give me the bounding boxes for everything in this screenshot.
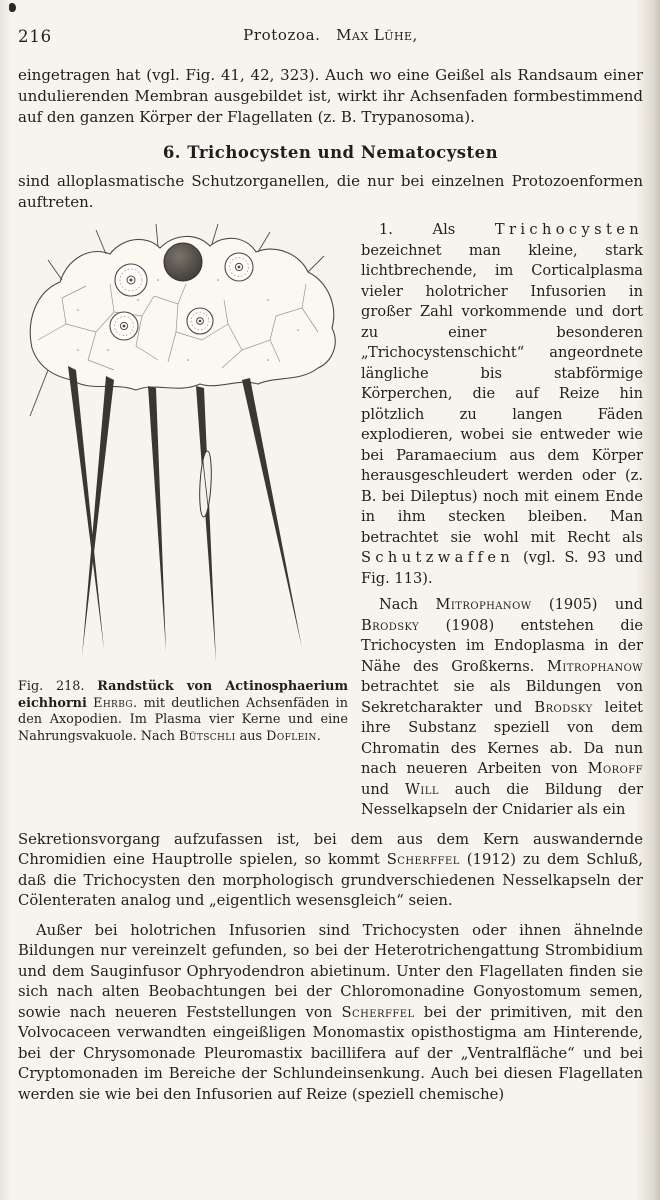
trichocysten-paragraph: 1. Als Trichocysten bezeichnet man kleine, stark lichtbrechende, im Corticalplasma vieler holotricher Infusorien in großer Zahl vorkommende und dort zu einer besonderen „Trichocystenschicht“ angeordnete längliche bis stabförmige Körperchen, die auf Reize hin plötzlich zu langen Fäden explodieren, wobei sie entweder wie bei Paramaecium aus dem Körper herausgeschleudert werden oder (z. B. bei Dileptus) noch mit einem Ende in ihm stecken bleiben. Man betrachtet sie wohl mit Recht als Schutzwaffen (vgl. S. 93 und Fig. 113). — [361, 221, 643, 587]
page-header — [18, 26, 643, 50]
running-title: Protozoa. Max Lühe, — [243, 26, 418, 44]
mitrophanow-paragraph: Nach Mitrophanow (1905) und Brodsky (1908) entstehen die Trichocysten im Endoplasma in der Nähe des Großkerns. Mitrophanow betrachtet sie als Bildungen von Sekretcharakter und Brodsky leitet ihre Substanz speziell von dem Chromatin des Kernes ab. Da nun nach neueren Arbeiten von Moroff und Will auch die Bildung der Nesselkapseln der Cnidarier als ein — [361, 596, 643, 818]
two-column-block — [18, 220, 643, 821]
figure-illustration — [18, 220, 348, 670]
sekretionsvorgang-paragraph: Sekretionsvorgang aufzufassen ist, bei dem aus dem Kern auswandernde Chromidien eine Hauptrolle spielen, so kommt Scherffel (1912) zu dem Schluß, daß die Trichocysten den morphologisch grundverschiedenen Nesselkapseln der Cölenteraten analog und „eigentlich wesensgleich“ seien. — [18, 830, 644, 909]
scan-artifact — [9, 3, 16, 12]
ausser-paragraph: Außer bei holotrichen Infusorien sind Trichocysten oder ihnen ähnelnde Bildungen nur vereinzelt gefunden, so bei der Heterotrichengattung Strombidium und dem Sauginfusor Ophryodendron abietinum. Unter den Flagellaten finden sie sich nach alten Beobachtungen bei der Chloromonadine Gonyostomum semen, sowie nach neueren Feststellungen von Scherffel bei der primitiven, mit den Volvocaceen verwandten eingeißligen Monomastix opisthostigma am Hinterende, bei der Chrysomonade Pleuromastix bacillifera auf der „Ventralfläche“ und bei Cryptomonaden im Bereiche der Schlundeinsenkung. Auch bei diesen Flagellaten werden sie wie bei den Infusorien auf Reize (speziell chemische) — [18, 921, 643, 1103]
section-lead-paragraph: sind alloplasmatische Schutzorganellen, die nur bei einzelnen Protozoenformen auftreten. — [18, 172, 643, 211]
page-number: 216 — [18, 27, 52, 46]
right-text-column — [361, 220, 643, 821]
figure-218 — [18, 220, 348, 745]
intro-paragraph: eingetragen hat (vgl. Fig. 41, 42, 323). Auch wo eine Geißel als Randsaum einer undulierenden Membran ausgebildet ist, wirkt ihr Achsenfaden formbestimmend auf den ganzen Körper der Flagellaten (z. B. Trypanosoma). — [18, 66, 643, 126]
section-heading: 6. Trichocysten und Nematocysten — [162, 143, 499, 162]
figure-caption: Fig. 218. Randstück von Actinosphaerium eichhorni Ehrbg. mit deutlichen Achsenfäden in den Axopodien. Im Plasma vier Kerne und eine Nahrungsvakuole. Nach Bütschli aus Doflein. — [18, 679, 348, 744]
